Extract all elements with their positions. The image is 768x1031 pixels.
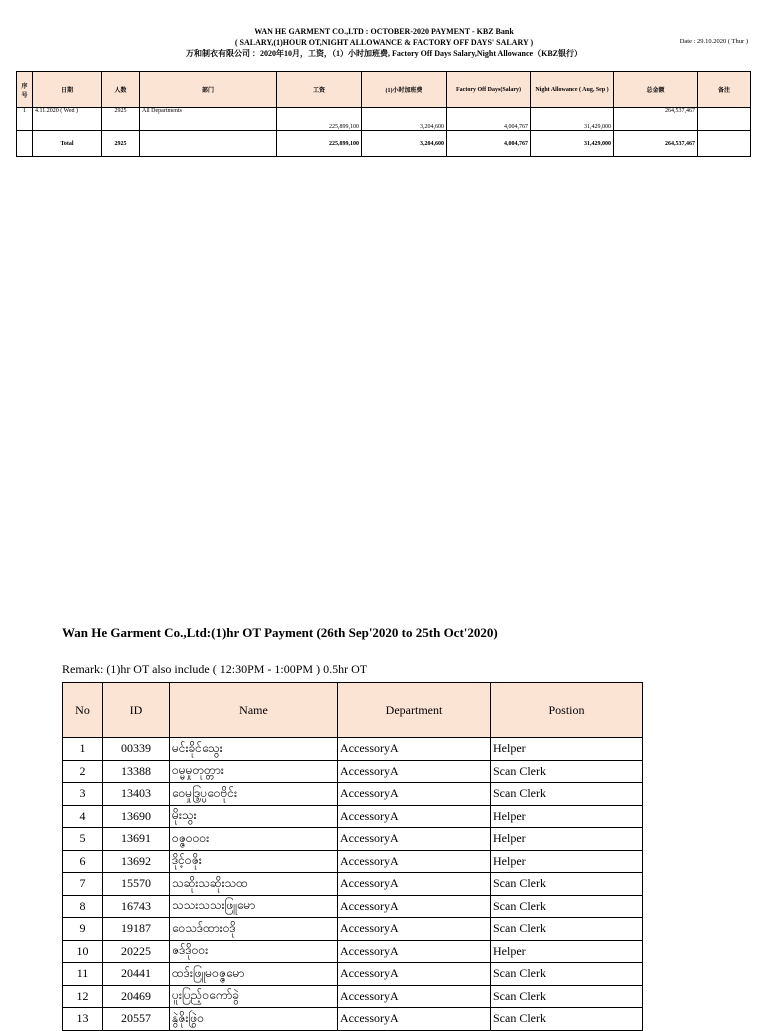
- summary-cell-total: 264,537,467: [614, 108, 698, 131]
- summary-total-ot: 3,204,600: [362, 131, 447, 157]
- ot-table-body: [63, 738, 643, 1031]
- summary-cell-salary: 225,899,100: [277, 108, 362, 131]
- summary-total-amount: 264,537,467: [614, 131, 698, 157]
- table-row: [63, 963, 643, 986]
- ot-cell-department: AccessoryA: [338, 963, 491, 986]
- summary-total-count: 2925: [102, 131, 140, 157]
- summary-cell-remark: [698, 108, 751, 131]
- summary-data-row: [17, 108, 751, 131]
- table-row: [63, 783, 643, 806]
- summary-cell-count: 2925: [102, 108, 140, 131]
- ot-cell-name: ဝဇ္ဇဝဝဝး: [170, 828, 338, 851]
- ot-cell-name: နွဲဇိုးဖြွဲဝ: [170, 1008, 338, 1031]
- summary-total-label: Total: [33, 131, 102, 157]
- ot-col-department: Department: [338, 683, 491, 738]
- summary-cell-date: 4.11.2020 ( Wed ): [33, 108, 102, 131]
- report-subtitle: ( SALARY,(1)HOUR OT,NIGHT ALLOWANCE & FACTORY OFF DAYS' SALARY ): [234, 38, 534, 47]
- report-header: [0, 26, 768, 59]
- report-title: WAN HE GARMENT CO.,LTD : OCTOBER-2020 PAYMENT - KBZ Bank: [254, 27, 514, 36]
- summary-cell-no: 1: [17, 108, 33, 131]
- ot-cell-position: Scan Clerk: [491, 783, 643, 806]
- ot-cell-name: သဆိုးသဆိုးသထ: [170, 873, 338, 896]
- report-date: Date : 29.10.2020 ( Thur ): [679, 38, 748, 45]
- summary-col-count: 人数: [102, 72, 140, 108]
- ot-col-position: Postion: [491, 683, 643, 738]
- summary-cell-factory-off: 4,004,767: [447, 108, 531, 131]
- ot-cell-id: 20225: [103, 940, 170, 963]
- ot-col-no: No: [63, 683, 103, 738]
- ot-cell-position: Helper: [491, 850, 643, 873]
- ot-cell-no: 8: [63, 895, 103, 918]
- ot-cell-department: AccessoryA: [338, 985, 491, 1008]
- ot-cell-no: 2: [63, 760, 103, 783]
- summary-total-salary: 225,899,100: [277, 131, 362, 157]
- ot-cell-name: ဇဒ်ဒိုဝဝး: [170, 940, 338, 963]
- summary-col-factory-off: Factory Off Days(Salary): [447, 72, 531, 108]
- ot-cell-department: AccessoryA: [338, 805, 491, 828]
- ot-cell-no: 7: [63, 873, 103, 896]
- summary-col-date: 日期: [33, 72, 102, 108]
- ot-cell-no: 12: [63, 985, 103, 1008]
- ot-cell-no: 13: [63, 1008, 103, 1031]
- summary-col-salary: 工资: [277, 72, 362, 108]
- ot-cell-department: AccessoryA: [338, 873, 491, 896]
- table-row: [63, 895, 643, 918]
- summary-col-ot: (1)小时加班费: [362, 72, 447, 108]
- ot-cell-position: Helper: [491, 940, 643, 963]
- ot-cell-name: ထဒ်းဖြူမဝဇ္ဇမော: [170, 963, 338, 986]
- ot-cell-id: 13403: [103, 783, 170, 806]
- ot-cell-id: 20469: [103, 985, 170, 1008]
- ot-cell-position: Scan Clerk: [491, 985, 643, 1008]
- summary-col-night: Night Allowance ( Aug, Sep ): [531, 72, 614, 108]
- ot-cell-no: 5: [63, 828, 103, 851]
- ot-col-id: ID: [103, 683, 170, 738]
- ot-cell-id: 13690: [103, 805, 170, 828]
- summary-total-remark: [698, 131, 751, 157]
- ot-cell-department: AccessoryA: [338, 940, 491, 963]
- ot-cell-department: AccessoryA: [338, 828, 491, 851]
- summary-header-row: [17, 72, 751, 108]
- summary-total-row: [17, 131, 751, 157]
- ot-cell-name: သသးသသးဖြူမော: [170, 895, 338, 918]
- ot-cell-position: Scan Clerk: [491, 873, 643, 896]
- ot-employee-table: [62, 682, 643, 1031]
- ot-cell-department: AccessoryA: [338, 760, 491, 783]
- ot-cell-no: 6: [63, 850, 103, 873]
- ot-cell-id: 13388: [103, 760, 170, 783]
- ot-cell-no: 11: [63, 963, 103, 986]
- ot-cell-id: 20557: [103, 1008, 170, 1031]
- table-row: [63, 985, 643, 1008]
- summary-cell-dept: All Departments: [140, 108, 277, 131]
- ot-cell-no: 3: [63, 783, 103, 806]
- ot-cell-id: 16743: [103, 895, 170, 918]
- ot-cell-position: Scan Clerk: [491, 1008, 643, 1031]
- ot-cell-name: မင်းခိုင်သွေး: [170, 738, 338, 761]
- summary-total-factory-off: 4,004,767: [447, 131, 531, 157]
- ot-cell-department: AccessoryA: [338, 918, 491, 941]
- summary-col-remark: 备注: [698, 72, 751, 108]
- ot-cell-position: Scan Clerk: [491, 963, 643, 986]
- ot-cell-id: 20441: [103, 963, 170, 986]
- ot-cell-id: 13692: [103, 850, 170, 873]
- ot-cell-no: 1: [63, 738, 103, 761]
- ot-payment-title: Wan He Garment Co.,Ltd:(1)hr OT Payment (26th Sep'2020 to 25th Oct'2020): [62, 625, 498, 640]
- report-chinese-title: 万和制衣有限公司 ：2020年10月，工资，（1）小时加班费, Factory Off Days Salary,Night Allowance（KBZ银行）: [186, 49, 582, 58]
- ot-cell-name: ပူးပြည့်ဝကော်ခွဲ: [170, 985, 338, 1008]
- ot-cell-name: ဝမ္မမှုတုတ္တား: [170, 760, 338, 783]
- ot-cell-id: 13691: [103, 828, 170, 851]
- table-row: [63, 873, 643, 896]
- ot-cell-position: Scan Clerk: [491, 895, 643, 918]
- ot-cell-name: ဝေသဒ်ထားဝဒို: [170, 918, 338, 941]
- ot-cell-name: မိုးသွး: [170, 805, 338, 828]
- ot-cell-position: Scan Clerk: [491, 760, 643, 783]
- ot-cell-id: 00339: [103, 738, 170, 761]
- ot-cell-id: 15570: [103, 873, 170, 896]
- ot-header-row: [63, 683, 643, 738]
- ot-cell-position: Scan Clerk: [491, 918, 643, 941]
- table-row: [63, 850, 643, 873]
- table-row: [63, 805, 643, 828]
- table-row: [63, 760, 643, 783]
- ot-cell-position: Helper: [491, 805, 643, 828]
- ot-remark: Remark: (1)hr OT also include ( 12:30PM - 1:00PM ) 0.5hr OT: [62, 662, 368, 676]
- payment-summary-table: [16, 71, 751, 157]
- summary-col-total: 总金额: [614, 72, 698, 108]
- ot-cell-department: AccessoryA: [338, 738, 491, 761]
- ot-cell-department: AccessoryA: [338, 783, 491, 806]
- ot-cell-position: Helper: [491, 738, 643, 761]
- table-row: [63, 738, 643, 761]
- ot-cell-name: ဝေမှုဒ္ဒြပ္ပဝေဗိုင်း: [170, 783, 338, 806]
- table-row: [63, 828, 643, 851]
- summary-total-night: 31,429,000: [531, 131, 614, 157]
- ot-col-name: Name: [170, 683, 338, 738]
- ot-cell-no: 9: [63, 918, 103, 941]
- summary-total-blank: [17, 131, 33, 157]
- ot-cell-no: 4: [63, 805, 103, 828]
- summary-total-dept-blank: [140, 131, 277, 157]
- ot-cell-position: Helper: [491, 828, 643, 851]
- ot-cell-id: 19187: [103, 918, 170, 941]
- ot-cell-department: AccessoryA: [338, 895, 491, 918]
- ot-cell-department: AccessoryA: [338, 850, 491, 873]
- table-row: [63, 1008, 643, 1031]
- ot-cell-no: 10: [63, 940, 103, 963]
- summary-col-no: 序号: [17, 72, 33, 108]
- table-row: [63, 940, 643, 963]
- summary-cell-ot: 3,204,600: [362, 108, 447, 131]
- summary-col-dept: 部门: [140, 72, 277, 108]
- ot-cell-name: ဒိုင့်ဝဇိုး: [170, 850, 338, 873]
- ot-cell-department: AccessoryA: [338, 1008, 491, 1031]
- table-row: [63, 918, 643, 941]
- summary-cell-night: 31,429,000: [531, 108, 614, 131]
